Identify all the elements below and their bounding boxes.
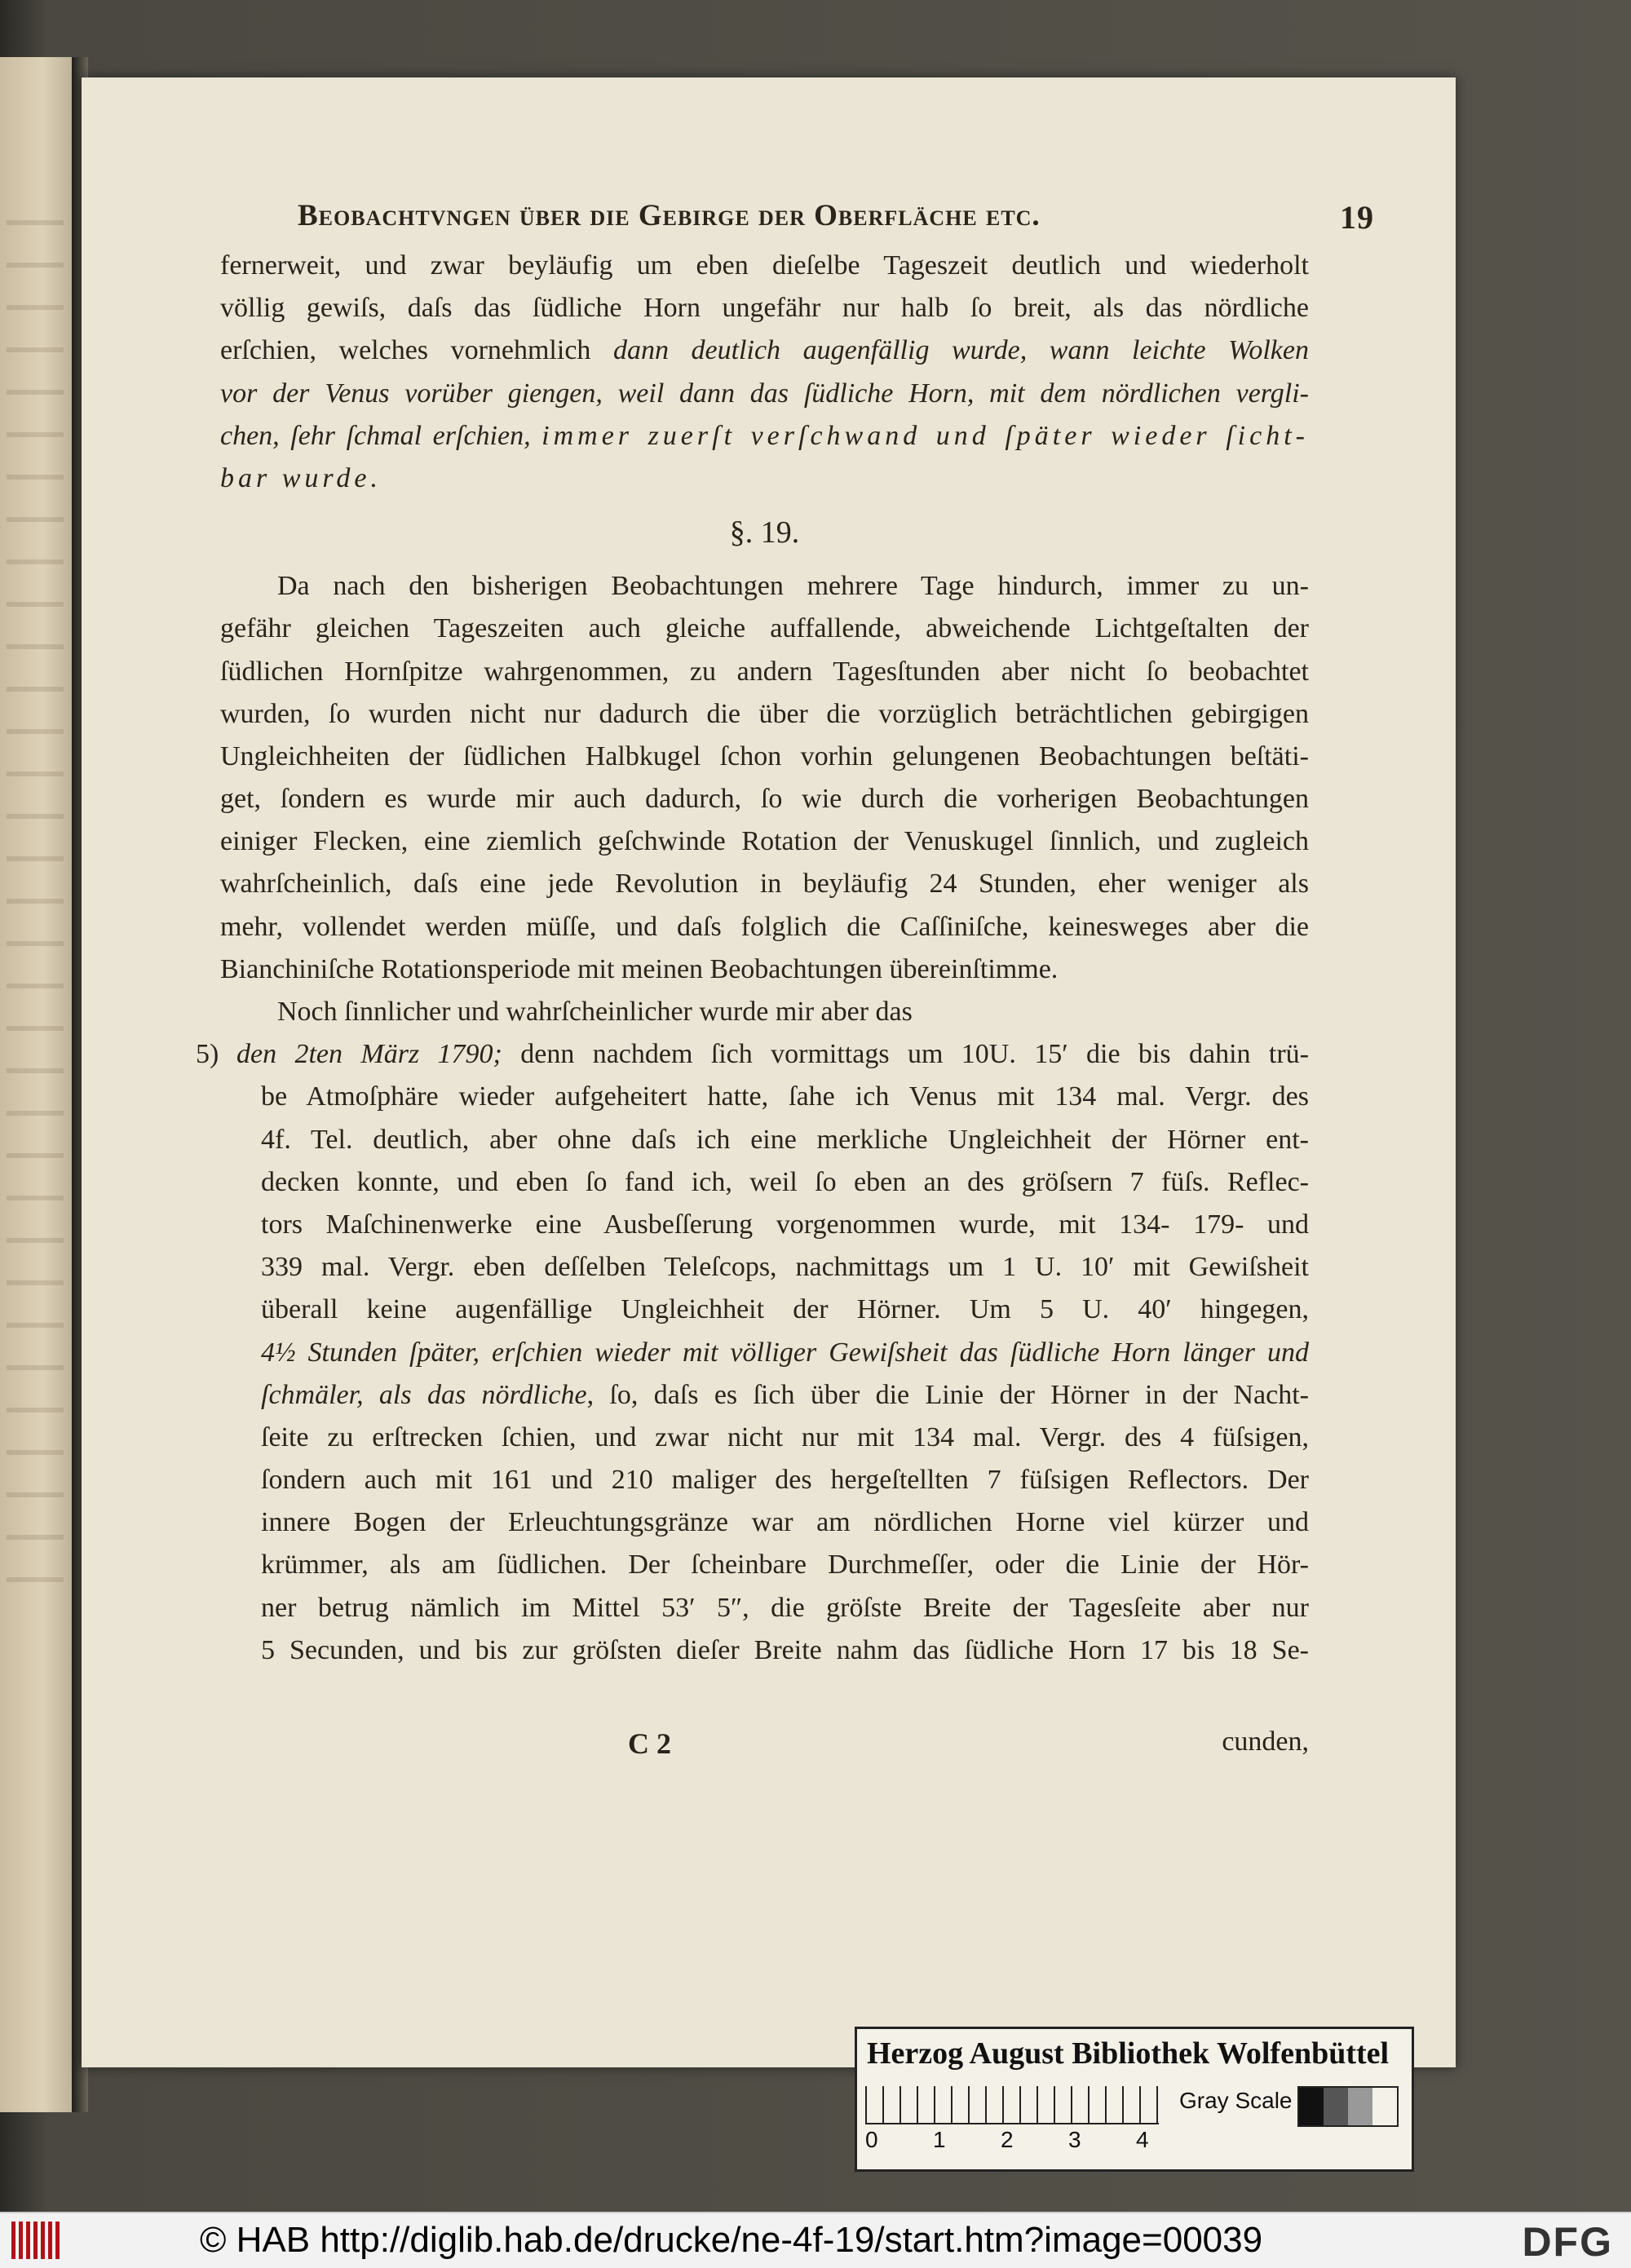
observation-item-line: überall keine augenfällige Ungleichheit der Hörner. Um 5 U. 40′ hingegen,	[261, 1294, 1309, 1325]
observation-item-line: ſeite zu erſtrecken ſchien, und zwar nicht nur mit 134 mal. Vergr. des 4 füſsigen,	[261, 1421, 1309, 1452]
paragraph-line: mehr, vollendet werden müſſe, und daſs folglich die Caſſiniſche, keinesweges aber die	[220, 911, 1309, 942]
text-line	[220, 329, 1309, 372]
gray-swatch	[1372, 2088, 1397, 2125]
running-head	[298, 198, 1374, 239]
observation-item-line: 339 mal. Vergr. eben deſſelben Teleſcops, nachmittags um 1 U. 10′ mit Gewiſsheit	[261, 1252, 1309, 1283]
gray-scale-label: Gray Scale	[1179, 2088, 1293, 2113]
observation-item-line: ſondern auch mit 161 und 210 maliger des hergeſtellten 7 füſsigen Reflectors. Der	[261, 1465, 1309, 1496]
text-span: , ſo, daſs es ſich über die Linie der Hörner in der Nacht-	[586, 1379, 1309, 1410]
observation-item-line: decken konnte, und eben ſo fand ich, weil ſo eben an des gröſsern 7 füſs. Reflec-	[261, 1166, 1309, 1197]
observation-item-line: tors Maſchinenwerke eine Ausbeſſerung vorgenommen wurde, mit 134- 179- und	[261, 1209, 1309, 1240]
paragraph-line: Noch ſinnlicher und wahrſcheinlicher wurde mir aber das	[277, 997, 913, 1027]
observation-item-line	[220, 1374, 1309, 1417]
observation-date: den 2ten März 1790;	[236, 1039, 502, 1070]
running-head-title: Beobachtvngen über die Gebirge der Oberfläche etc.	[298, 199, 1041, 232]
hab-logo-icon	[11, 2222, 60, 2259]
gray-swatch	[1299, 2088, 1324, 2125]
text-line	[220, 415, 1309, 458]
paragraph-line: get, ſondern es wurde mir auch dadurch, ſo wie durch die vorherigen Beobachtungen	[220, 784, 1309, 815]
text-line: bar wurde.	[220, 462, 382, 493]
spaced-emphasis-span: immer zuerſt verſchwand und ſpäter wieder ſicht-	[541, 420, 1309, 451]
paragraph-line: Ungleichheiten der ſüdlichen Halbkugel ſchon vorhin gelungenen Beobachtungen beſtäti-	[220, 741, 1309, 771]
paragraph-line: ſüdlichen Hornſpitze wahrgenommen, zu andern Tagesſtunden aber nicht ſo beobachtet	[220, 656, 1309, 687]
text-span: erſchien, welches vornehmlich	[220, 335, 613, 366]
observation-item-line: 4f. Tel. deutlich, aber ohne daſs ich eine merkliche Ungleichheit der Hörner ent-	[261, 1124, 1309, 1155]
paragraph-line: wahrſcheinlich, daſs eine jede Revolution in beyläufig 24 Stunden, eher weniger als	[220, 869, 1309, 900]
observation-item-line: ner betrug nämlich im Mittel 53′ 5″, die gröſste Breite der Tagesſeite aber nur	[261, 1592, 1309, 1623]
paragraph-line: einiger Flecken, eine ziemlich geſchwinde Rotation der Venuskugel ſinnlich, und zugleich	[220, 826, 1309, 857]
book-page	[82, 77, 1456, 2067]
observation-item-line	[196, 1033, 1309, 1076]
text-line: völlig gewiſs, daſs das ſüdliche Horn ungefähr nur halb ſo breit, als das nördliche	[220, 293, 1309, 324]
ruler-number: 3	[1068, 2127, 1081, 2152]
signature-mark: C 2	[628, 1727, 671, 1760]
observation-item-line: krümmer, als am ſüdlichen. Der ſcheinbare Durchmeſſer, oder die Linie der Hör-	[261, 1550, 1309, 1581]
emphasis-span: chen, ſehr ſchmal erſchien,	[220, 420, 542, 451]
paragraph-line: Da nach den bisherigen Beobachtungen mehrere Tage hindurch, immer zu un-	[277, 571, 1309, 602]
text-block	[196, 245, 1309, 1672]
gray-swatch	[1348, 2088, 1372, 2125]
gray-scale-swatches	[1297, 2086, 1399, 2127]
text-line: fernerweit, und zwar beyläufig um eben dieſelbe Tageszeit deutlich und wiederholt	[220, 250, 1309, 281]
observation-item-line: innere Bogen der Erleuchtungsgränze war am nördlichen Horne viel kürzer und	[261, 1507, 1309, 1538]
catchword: cunden,	[1222, 1726, 1309, 1757]
previous-page-text-fragment	[7, 220, 64, 1607]
library-name: Herzog August Bibliothek Wolfenbüttel	[867, 2036, 1390, 2071]
paragraph-line: gefähr gleichen Tageszeiten auch gleiche auffallende, abweichende Lichtgeſtalten der	[220, 613, 1309, 644]
text-line: vor der Venus vorüber giengen, weil dann das ſüdliche Horn, mit dem nördlichen vergli-	[220, 378, 1309, 409]
section-heading: §. 19.	[729, 515, 800, 550]
emphasis-span: dann deutlich augenfällig wurde, wann leichte Wolken	[612, 335, 1309, 366]
paragraph-line: Bianchiniſche Rotationsperiode mit meinen Beobachtungen übereinſtimme.	[220, 953, 1059, 984]
text-span: denn nachdem ſich vormittags um 10U. 15′ die bis dahin trü-	[502, 1039, 1309, 1070]
emphasis-span: ſchmäler, als das nördliche	[261, 1379, 587, 1410]
previous-page-edge	[0, 57, 77, 2112]
library-color-scale-label	[855, 2027, 1414, 2172]
measurement-ruler	[865, 2086, 1159, 2160]
observation-number: 5)	[196, 1039, 219, 1070]
observation-item-line: 4½ Stunden ſpäter, erſchien wieder mit völliger Gewiſsheit das ſüdliche Horn länger und	[261, 1337, 1309, 1368]
ruler-number: 1	[933, 2127, 946, 2152]
ruler-ticks	[865, 2086, 1159, 2124]
page-number: 19	[1340, 199, 1374, 236]
ruler-number: 2	[1001, 2127, 1014, 2152]
ruler-number: 4	[1136, 2127, 1149, 2152]
ruler-number: 0	[865, 2127, 878, 2152]
paragraph-line: wurden, ſo wurden nicht nur dadurch die über die vorzüglich beträchtlichen gebirgigen	[220, 698, 1309, 729]
footer-bar	[0, 2212, 1631, 2268]
gray-swatch	[1324, 2088, 1348, 2125]
footer-url[interactable]: © HAB http://diglib.hab.de/drucke/ne-4f-19/start.htm?image=00039	[200, 2220, 1263, 2260]
observation-item-line: be Atmoſphäre wieder aufgeheitert hatte, ſahe ich Venus mit 134 mal. Vergr. des	[261, 1081, 1309, 1112]
observation-item-line: 5 Secunden, und bis zur gröſsten dieſer Breite nahm das ſüdliche Horn 17 bis 18 Se-	[261, 1634, 1309, 1665]
dfg-logo: DFG	[1522, 2219, 1613, 2265]
